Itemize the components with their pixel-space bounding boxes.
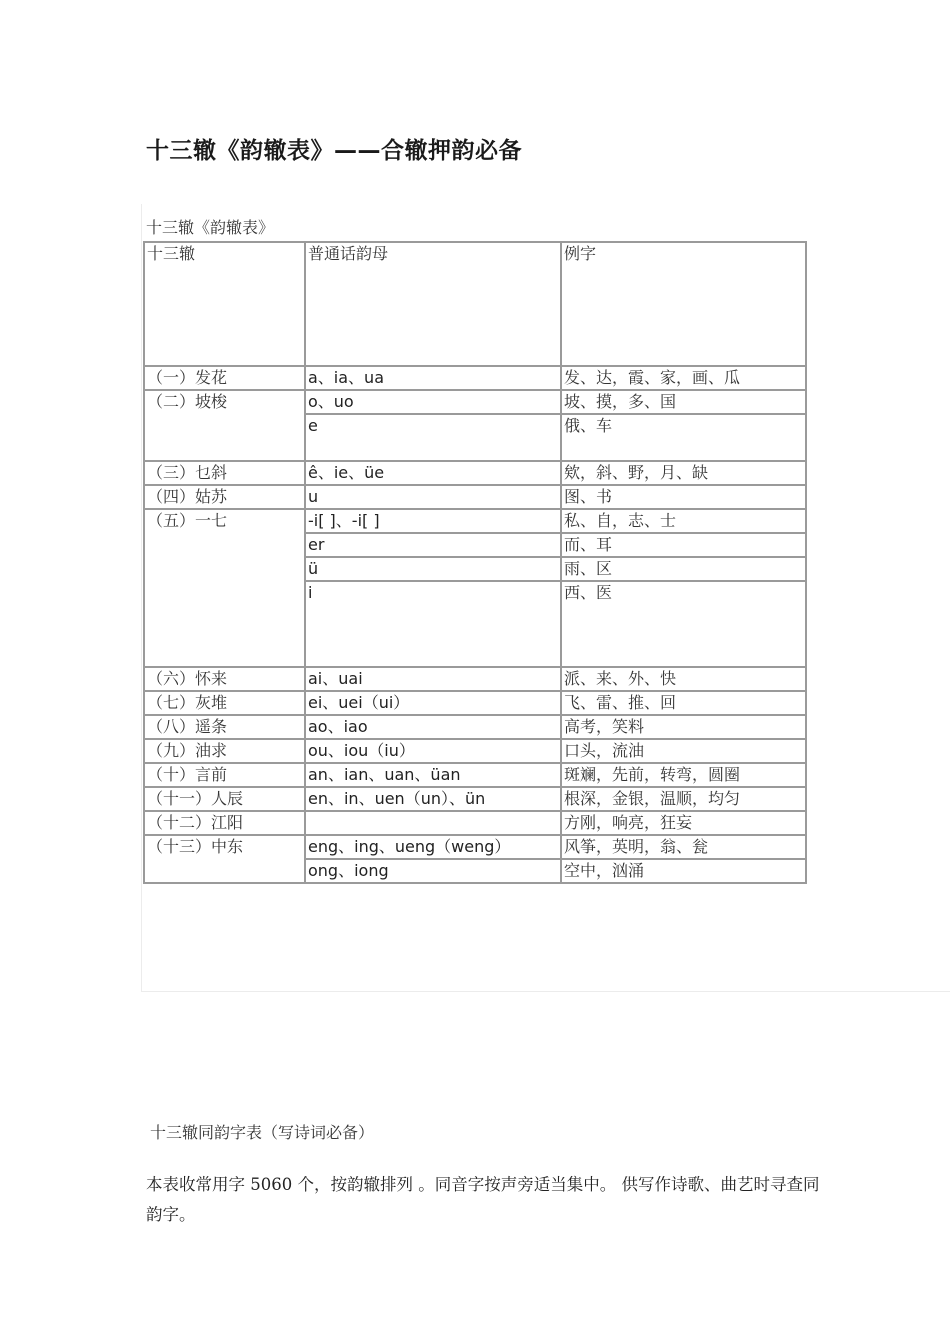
rhyme-cell: （八）遥条 [144, 715, 305, 739]
examples-cell: 坡、摸，多、国 [561, 390, 806, 414]
examples-cell: 斑斓，先前，转弯，圆圈 [561, 763, 806, 787]
header-finals: 普通话韵母 [305, 242, 561, 366]
rhyme-cell: （一）发花 [144, 366, 305, 390]
examples-cell: 风筝，英明，翁、瓮 [561, 835, 806, 859]
table-row [144, 739, 806, 763]
finals-cell: ao、iao [305, 715, 561, 739]
table-caption: 十三辙《韵辙表》 [146, 218, 275, 237]
table-row [144, 485, 806, 509]
section-heading: 十三辙同韵字表（写诗词必备） [150, 1123, 375, 1142]
rhyme-cell: （十）言前 [144, 763, 305, 787]
table-header-row [144, 242, 806, 366]
table-row [144, 667, 806, 691]
rhyme-cell: （十二）江阳 [144, 811, 305, 835]
rhyme-cell: （二）坡梭 [144, 390, 305, 461]
examples-cell: 图、书 [561, 485, 806, 509]
header-examples: 例字 [561, 242, 806, 366]
page-title: 十三辙《韵辙表》——合辙押韵必备 [146, 138, 522, 164]
examples-cell: 口头，流油 [561, 739, 806, 763]
examples-cell: 欸，斜、野，月、缺 [561, 461, 806, 485]
finals-cell: eng、ing、ueng（weng） [305, 835, 561, 859]
finals-cell: er [305, 533, 561, 557]
rhyme-cell: （三）乜斜 [144, 461, 305, 485]
examples-cell: 雨、区 [561, 557, 806, 581]
examples-cell: 西、医 [561, 581, 806, 667]
table-row [144, 787, 806, 811]
table-row [144, 390, 806, 414]
examples-cell: 发、达，霞、家，画、瓜 [561, 366, 806, 390]
finals-cell: ê、ie、üe [305, 461, 561, 485]
table-row [144, 366, 806, 390]
rhyme-cell: （九）油求 [144, 739, 305, 763]
table-row [144, 461, 806, 485]
examples-cell: 飞、雷、推、回 [561, 691, 806, 715]
finals-cell: u [305, 485, 561, 509]
examples-cell: 私、自，志、士 [561, 509, 806, 533]
examples-cell: 派、来、外、快 [561, 667, 806, 691]
examples-cell: 方刚，响亮，狂妄 [561, 811, 806, 835]
examples-cell: 俄、车 [561, 414, 806, 461]
rhyme-cell: （十三）中东 [144, 835, 305, 883]
finals-cell: a、ia、ua [305, 366, 561, 390]
rhyme-cell: （四）姑苏 [144, 485, 305, 509]
rhyme-cell: （十一）人辰 [144, 787, 305, 811]
examples-cell: 而、耳 [561, 533, 806, 557]
finals-cell: ou、iou（iu） [305, 739, 561, 763]
finals-cell: o、uo [305, 390, 561, 414]
finals-cell: ai、uai [305, 667, 561, 691]
rhyme-table [143, 241, 807, 884]
table-row [144, 509, 806, 533]
intro-paragraph: 本表收常用字 5060 个，按韵辙排列 。同音字按声旁适当集中。 供写作诗歌、曲艺时寻查同韵字。 [146, 1175, 820, 1224]
rhyme-cell: （六）怀来 [144, 667, 305, 691]
rhyme-cell: （五）一七 [144, 509, 305, 667]
table-row [144, 811, 806, 835]
finals-cell: e [305, 414, 561, 461]
finals-cell: -i[ ]、-i[ ] [305, 509, 561, 533]
examples-cell: 根深，金银，温顺，均匀 [561, 787, 806, 811]
finals-cell: ong、iong [305, 859, 561, 883]
finals-cell: en、in、uen（un）、ün [305, 787, 561, 811]
table-row [144, 763, 806, 787]
finals-cell: i [305, 581, 561, 667]
rhyme-cell: （七）灰堆 [144, 691, 305, 715]
examples-cell: 空中，汹涌 [561, 859, 806, 883]
table-row [144, 691, 806, 715]
finals-cell [305, 811, 561, 835]
table-row [144, 715, 806, 739]
finals-cell: ei、uei（ui） [305, 691, 561, 715]
finals-cell: ü [305, 557, 561, 581]
examples-cell: 高考，笑料 [561, 715, 806, 739]
finals-cell: an、ian、uan、üan [305, 763, 561, 787]
table-row [144, 835, 806, 859]
header-rhyme: 十三辙 [144, 242, 305, 366]
